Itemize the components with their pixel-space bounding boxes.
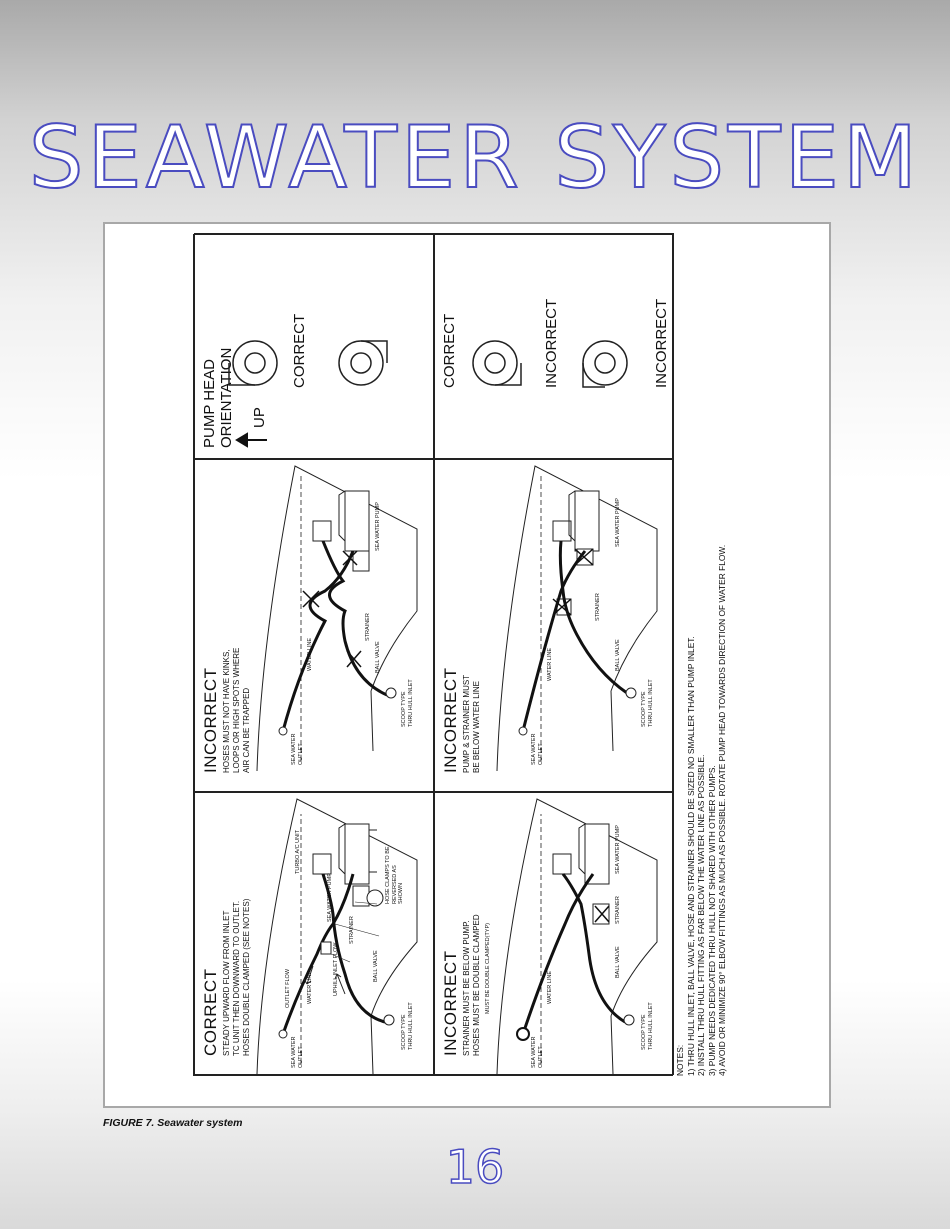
- correct-plumbing-diagram: [195, 791, 435, 1074]
- label-ball-valve: BALL VALVE: [615, 639, 621, 671]
- label-outlet: SEA WATER OUTLET: [531, 733, 544, 765]
- label-unit: TURBO A/C UNIT: [295, 829, 301, 874]
- panel-heading: CORRECT: [201, 968, 220, 1056]
- label-outlet: SEA WATER OUTLET: [291, 1036, 304, 1068]
- panel-incorrect-kinks: [194, 459, 434, 792]
- label-pump: SEA WATER PUMP: [375, 502, 381, 551]
- label-scoop-inlet: SCOOP TYPE THRU HULL INLET: [401, 679, 414, 727]
- panel-incorrect-waterline: [434, 459, 674, 792]
- label-ball-valve: BALL VALVE: [373, 950, 379, 982]
- label-water-line: WATER LINE: [307, 970, 313, 1004]
- figure-frame: [103, 222, 831, 1108]
- label-strainer: STRAINER: [615, 896, 621, 924]
- label-pump: SEA WATER PUMP: [327, 873, 333, 922]
- label-strainer: STRAINER: [365, 613, 371, 641]
- note-item: 1) THRU HULL INLET, BALL VALVE, HOSE AND STRAINER SHOULD BE SIZED NO SMALLER THAN PUMP INLET.: [685, 636, 696, 1076]
- label-water-line: WATER LINE: [547, 970, 553, 1004]
- orientation-header-cell: [194, 233, 434, 459]
- panel-description: STRAINER MUST BE BELOW PUMP. HOSES MUST BE DOUBLE CLAMPED: [462, 914, 481, 1056]
- kinks-plumbing-diagram: [195, 458, 435, 791]
- label-pump: SEA WATER PUMP: [615, 498, 621, 547]
- label-pump: SEA WATER PUMP: [615, 825, 621, 874]
- label-scoop-inlet: SCOOP TYPE THRU HULL INLET: [401, 1002, 414, 1050]
- label-scoop-inlet: SCOOP TYPE THRU HULL INLET: [641, 1002, 654, 1050]
- orientation-incorrect-cell: [434, 233, 674, 459]
- orientation-correct-1: CORRECT: [291, 313, 308, 388]
- label-ball-valve: BALL VALVE: [615, 946, 621, 978]
- label-outlet: SEA WATER OUTLET: [531, 1036, 544, 1068]
- rotated-figure: [193, 234, 779, 1076]
- panel-heading: INCORRECT: [201, 667, 220, 773]
- label-clamps: HOSE CLAMPS TO BE REVERSED AS SHOWN: [385, 846, 404, 904]
- label-strainer: STRAINER: [595, 593, 601, 621]
- panel-correct: [194, 792, 434, 1075]
- panel-description: HOSES MUST NOT HAVE KINKS, LOOPS OR HIGH SPOTS WHERE AIR CAN BE TRAPPED: [222, 647, 251, 773]
- panel-heading: INCORRECT: [441, 950, 460, 1056]
- panel-description: STEADY UPWARD FLOW FROM INLET TC UNIT THEN DOWNWARD TO OUTLET. HOSES DOUBLE CLAMPED (SEE NOTES): [222, 898, 251, 1056]
- diagram-grid: [193, 234, 673, 1076]
- strainer-plumbing-diagram: [435, 791, 675, 1074]
- up-label: UP: [251, 407, 268, 428]
- label-ball-valve: BALL VALVE: [375, 641, 381, 673]
- note-item: 4) AVOID OR MINIMIZE 90° ELBOW FITTINGS AS MUCH AS POSSIBLE. ROTATE PUMP HEAD TOWARDS DIRECTION OF WATER FLOW.: [717, 544, 727, 1076]
- note-item: 3) PUMP NEEDS DEDICATED THRU HULL NOT SHARED WITH OTHER PUMPS.: [706, 765, 717, 1076]
- label-scoop-inlet: SCOOP TYPE THRU HULL INLET: [641, 679, 654, 727]
- orientation-heading: PUMP HEAD ORIENTATION: [201, 347, 235, 448]
- label-outlet: SEA WATER OUTLET: [291, 733, 304, 765]
- label-double-clamped: MUST BE DOUBLE CLAMPED(TYP): [485, 923, 491, 1014]
- notes-title: NOTES:: [675, 1044, 685, 1076]
- orientation-incorrect-2: INCORRECT: [653, 298, 670, 388]
- page-number: 16: [445, 1140, 505, 1194]
- label-inlet-flow: UPHILL INLET FLOW: [333, 942, 339, 996]
- note-item: 2) INSTALL THRU HULL FITTING AS FAR BELOW THE WATER LINE AS POSSIBLE.: [696, 754, 706, 1076]
- panel-description: PUMP & STRAINER MUST BE BELOW WATER LINE: [462, 674, 481, 773]
- figure-caption: FIGURE 7. Seawater system: [103, 1117, 243, 1129]
- orientation-incorrect-1: INCORRECT: [543, 298, 560, 388]
- page-title: SEAWATER SYSTEM: [28, 108, 922, 208]
- panel-heading: INCORRECT: [441, 667, 460, 773]
- panel-incorrect-strainer: [434, 792, 674, 1075]
- waterline-plumbing-diagram: [435, 458, 675, 791]
- label-water-line: WATER LINE: [307, 637, 313, 671]
- notes-block: [675, 234, 728, 1076]
- orientation-correct-2: CORRECT: [441, 313, 458, 388]
- label-outlet-flow: OUTLET FLOW: [285, 968, 291, 1008]
- label-water-line: WATER LINE: [547, 647, 553, 681]
- label-strainer: STRAINER: [349, 916, 355, 944]
- pump-head-correct-2: [311, 232, 435, 458]
